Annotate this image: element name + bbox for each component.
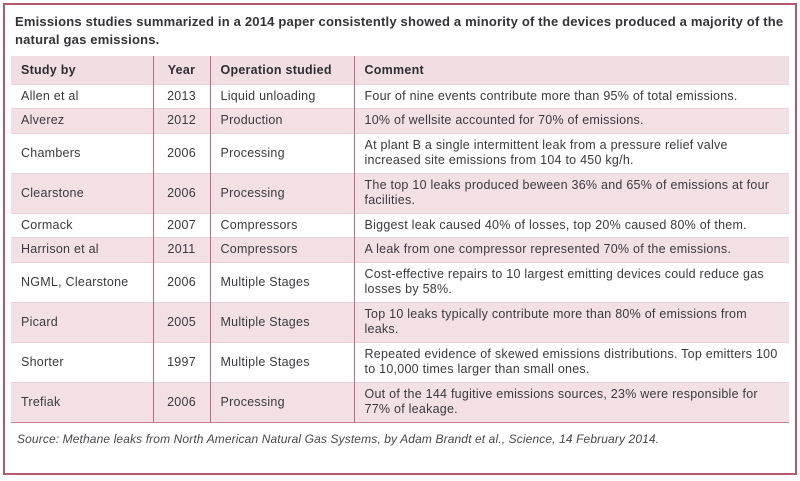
cell-study: Trefiak [11,382,153,422]
cell-study: Clearstone [11,173,153,213]
cell-operation: Production [210,109,354,134]
cell-operation: Multiple Stages [210,262,354,302]
emissions-studies-table [11,56,789,422]
source-citation: Source: Methane leaks from North American Natural Gas Systems, by Adam Brandt et al., Science, 14 February 2014. [11,422,789,454]
cell-year: 2011 [153,238,210,263]
column-header-comment: Comment [354,56,789,85]
cell-comment: Cost-effective repairs to 10 largest emitting devices could reduce gas losses by 58%. [354,262,789,302]
cell-study: Shorter [11,342,153,382]
cell-year: 2005 [153,302,210,342]
cell-year: 2006 [153,173,210,213]
cell-comment: Top 10 leaks typically contribute more than 80% of emissions from leaks. [354,302,789,342]
cell-study: Harrison et al [11,238,153,263]
cell-operation: Multiple Stages [210,302,354,342]
table-row [11,382,789,422]
cell-study: Alverez [11,109,153,134]
cell-comment: Four of nine events contribute more than 95% of total emissions. [354,84,789,109]
cell-operation: Processing [210,382,354,422]
table-row [11,213,789,238]
table-body [11,84,789,422]
cell-comment: At plant B a single intermittent leak from a pressure relief valve increased site emissions from 104 to 450 kg/h. [354,133,789,173]
cell-study: Cormack [11,213,153,238]
emissions-studies-panel [3,3,797,475]
cell-operation: Processing [210,173,354,213]
table-header [11,56,789,85]
table-row [11,238,789,263]
column-header-operation-studied: Operation studied [210,56,354,85]
cell-operation: Compressors [210,238,354,263]
column-header-year: Year [153,56,210,85]
cell-comment: Repeated evidence of skewed emissions distributions. Top emitters 100 to 10,000 times larger than small ones. [354,342,789,382]
cell-study: Picard [11,302,153,342]
cell-year: 2012 [153,109,210,134]
table-row [11,262,789,302]
table-row [11,173,789,213]
cell-year: 2006 [153,262,210,302]
cell-operation: Compressors [210,213,354,238]
cell-operation: Processing [210,133,354,173]
cell-comment: A leak from one compressor represented 70% of the emissions. [354,238,789,263]
table-row [11,133,789,173]
cell-operation: Multiple Stages [210,342,354,382]
cell-year: 2006 [153,133,210,173]
cell-year: 2006 [153,382,210,422]
table-row [11,342,789,382]
table-row [11,84,789,109]
cell-comment: Out of the 144 fugitive emissions sources, 23% were responsible for 77% of leakage. [354,382,789,422]
cell-year: 1997 [153,342,210,382]
table-row [11,109,789,134]
cell-year: 2013 [153,84,210,109]
column-header-study-by: Study by [11,56,153,85]
cell-study: NGML, Clearstone [11,262,153,302]
cell-comment: The top 10 leaks produced beween 36% and 65% of emissions at four facilities. [354,173,789,213]
header-row [11,56,789,85]
table-caption: Emissions studies summarized in a 2014 paper consistently showed a minority of the devices produced a majority of the natural gas emissions. [15,14,784,47]
cell-operation: Liquid unloading [210,84,354,109]
cell-study: Allen et al [11,84,153,109]
cell-year: 2007 [153,213,210,238]
cell-comment: Biggest leak caused 40% of losses, top 20% caused 80% of them. [354,213,789,238]
table-row [11,302,789,342]
cell-study: Chambers [11,133,153,173]
cell-comment: 10% of wellsite accounted for 70% of emissions. [354,109,789,134]
